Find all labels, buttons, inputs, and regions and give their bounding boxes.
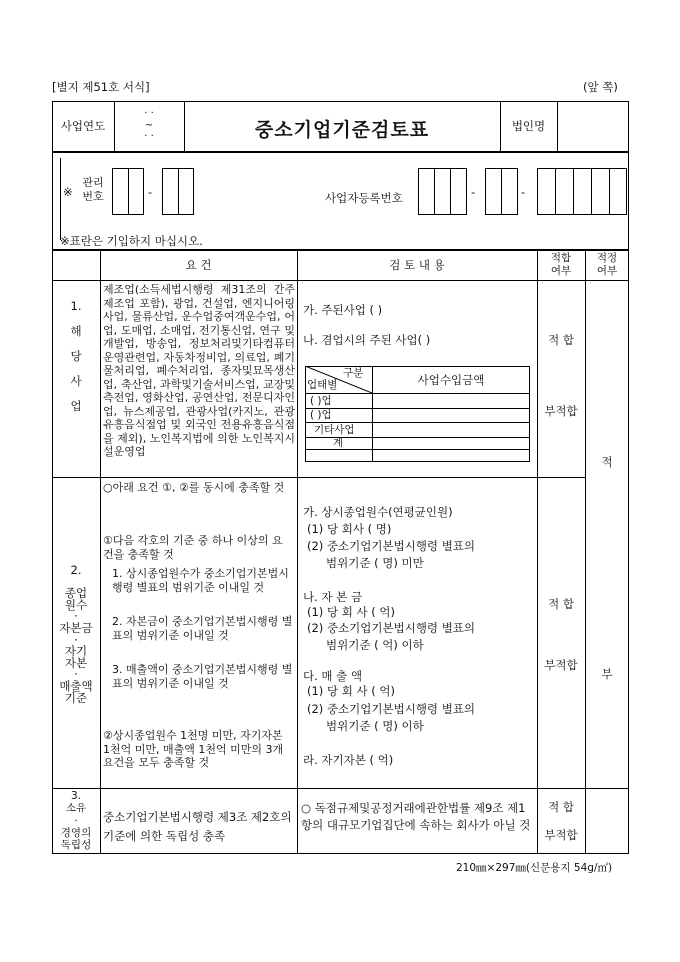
row1-secondary-business: 나. 겸업시의 주된 사업( ) [303,333,431,347]
col-header-review: 검 토 내 용 [389,258,445,272]
row2-req-1-1: 1. 상시종업원수가 중소기업기본법시행령 별표의 범위기준 이내일 것 [112,567,289,594]
row2-suit[interactable]: 적 합 [548,597,574,611]
row1-requirement: 제조업(소득세법시행령 제31조의 간주제조업 포함), 광업, 건설업, 엔지니어링사업, 물류산업, 운수업중여객운수업, 어업, 도매업, 소매업, 전기통신업, 연구 및 개발업, 방송업, 정보처리및기타컴퓨터운영관련업, 자동차정비업, 의료업, 폐기물처리업, 폐수처리업, 종자및묘목생산업, 축산업, 과학및기술서비스업, 교장및측전업, 영화산업, 공연산업, 전문디자인업, 뉴스제공업, 관광사업(카지노, 관광유흥음식점업 및 외국인 전용유흥음식점을 제외), 노인복지법에 의한 노인복지시설운영업 [103,283,295,458]
row2-review-b-2: (2) 중소기업기본법시행령 별표의 [307,621,476,635]
biz-reg-box-3[interactable] [537,168,627,215]
row2-review-c-title: 다. 매 출 액 [303,669,363,683]
row2-review-c-1: (1) 당 회 사 ( 억) [307,684,395,698]
determination-bottom: 부 [601,667,613,681]
mgmt-dash: - [148,185,153,199]
row3-review: ○ 독점규제및공정거래에관한법률 제9조 제1항의 대규모기업집단에 속하는 회사가 아닐 것 [301,801,531,832]
row2-review-b-3: 범위기준 ( 억) 이하 [326,638,424,652]
form-label: [별지 제51호 서식] [52,80,150,94]
mini-table-row: ( )업 [310,395,332,407]
row2-review-b-1: (1) 당 회 사 ( 억) [307,605,395,619]
col-header-determination: 적정 여부 [596,252,618,277]
row2-label: 2. 종업 원수 · 자본금 · 자기 자본 · 매출액 기준 [59,563,93,705]
row1-main-business: 가. 주된사업 ( ) [303,303,383,317]
fiscal-year-value[interactable]: · · ~ · · [144,108,154,142]
row3-suit[interactable]: 적 합 [548,800,574,814]
row1-label: 1. 해 당 사 업 [70,299,82,413]
mini-table-row: 계 [333,437,344,449]
paper-spec-footer: 210㎜×297㎜(신문용지 54g/㎡) [456,862,613,874]
col-header-suitability: 적합 여부 [550,252,572,277]
mini-table-header-div-top: 구분 [343,367,364,379]
row2-review-a-1: (1) 당 회사 ( 명) [307,522,392,536]
mini-table-header-col: 사업수입금액 [417,373,485,387]
row2-unsuit[interactable]: 부적합 [544,658,578,672]
row2-review-a-title: 가. 상시종업원수(연평균인원) [303,505,453,519]
row3-label: 3. 소유 · 경영의 독립성 [60,790,92,852]
row2-review-d: 라. 자기자본 ( 억) [303,753,394,767]
row2-review-c-2: (2) 중소기업기본법시행령 별표의 [307,702,476,716]
page-side-label: (앞 쪽) [583,80,618,94]
row2-req-2: ②상시종업원수 1천명 미만, 자기자본 1천억 미만, 매출액 1천억 미만의 3개요건을 모두 충족할 것 [103,729,284,769]
corp-name-field[interactable] [558,102,628,151]
row2-review-a-2: (2) 중소기업기본법시행령 별표의 [307,539,476,553]
col-header-requirement: 요 건 [185,258,212,272]
mgmt-number-label: 관리 번호 [82,176,104,203]
id-section-left-mark [60,158,61,240]
mini-table-row: ( )업 [310,409,332,421]
biz-reg-dash-2: - [521,185,526,199]
mgmt-mark: ※ [63,185,73,199]
page-title: 중소기업기준검토표 [254,119,430,141]
determination-top: 적 [601,455,613,469]
biz-reg-box-1[interactable] [418,168,467,215]
corp-name-label: 법인명 [511,119,546,133]
row2-review-c-3: 범위기준 ( 명) 이하 [326,719,424,733]
biz-reg-dash-1: - [471,185,476,199]
row2-req-1-2: 2. 자본금이 중소기업기본법시행령 별표의 범위기준 이내일 것 [112,615,293,642]
id-note: ※표란은 기입하지 마십시오. [60,234,203,248]
biz-reg-label: 사업자등록번호 [325,191,403,205]
row1-unsuit[interactable]: 부적합 [544,404,578,418]
row2-req-1: ①다음 각호의 기준 중 하나 이상의 요건을 충족할 것 [103,534,283,561]
row2-review-b-title: 나. 자 본 금 [303,590,363,604]
mini-table-header-div-bottom: 업태별 [307,379,338,391]
row3-unsuit[interactable]: 부적합 [544,828,578,842]
fiscal-year-label: 사업연도 [60,119,106,133]
mini-table-row: 기타사업 [314,424,355,436]
row1-suit[interactable]: 적 합 [548,333,574,347]
row2-req-1-3: 3. 매출액이 중소기업기본법시행령 별표의 범위기준 이내일 것 [112,663,293,690]
row2-review-a-3: 범위기준 ( 명) 미만 [326,556,424,570]
row2-req-intro: ○아래 요건 ①, ②를 동시에 충족할 것 [103,481,285,494]
row3-requirement: 중소기업기본법시행령 제3조 제2호의 기준에 의한 독립성 충족 [103,810,292,843]
